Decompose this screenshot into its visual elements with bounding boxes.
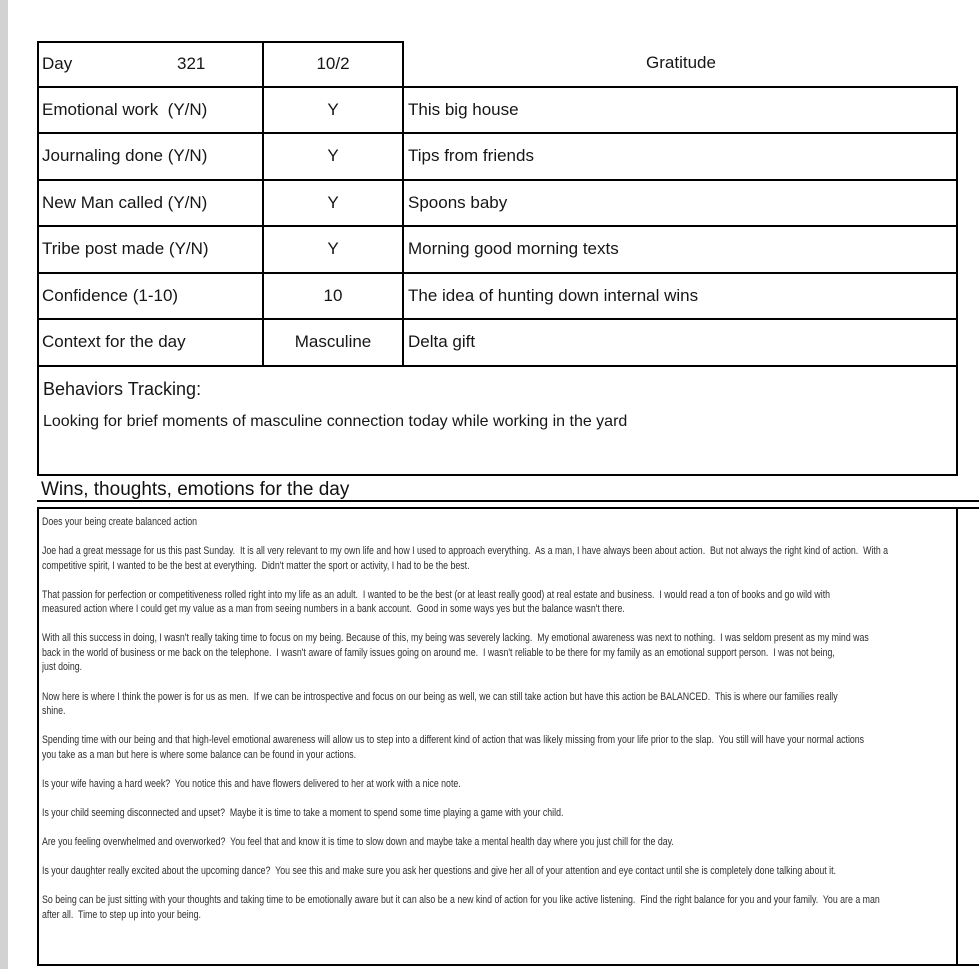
wins-line: That passion for perfection or competitiveness rolled right into my life as an adult. I wanted to be the best (or at least really good) at real estate and business. I would read a ton of books and go wild with: [42, 588, 831, 601]
wins-line: Joe had a great message for us this past Sunday. It is all very relevant to my own life and how I used to approach everything. As a man, I have always been about action. But not always the right kind of action. With a: [42, 545, 889, 558]
wins-line: after all. Time to step up into your being.: [42, 908, 201, 921]
wins-heading-underline: [37, 500, 979, 502]
row-value-cell: [262, 134, 402, 181]
row-gratitude: Spoons baby: [408, 192, 508, 212]
row-value-cell: [262, 227, 402, 274]
behaviors-title: Behaviors Tracking:: [43, 378, 202, 399]
wins-box-right-border: [956, 507, 958, 966]
wins-line: Does your being create balanced action: [42, 516, 198, 528]
wins-text: [42, 515, 954, 955]
date-cell: [262, 41, 402, 88]
row-gratitude-cell: [402, 227, 958, 274]
row-gratitude-cell: [402, 274, 958, 321]
wins-line: just doing.: [42, 661, 83, 674]
behaviors-tracking-box: [37, 367, 958, 477]
wins-line: [42, 850, 772, 865]
behaviors-note: Looking for brief moments of masculine connection today while working in the yard: [43, 412, 628, 430]
row-gratitude-cell: [402, 134, 958, 181]
day-label: Day: [42, 54, 73, 74]
wins-line: With all this success in doing, I wasn't really taking time to focus on my being. Because of this, my being was severely lacking. My emotional awareness was next to nothing. I was seldom present as my mind was: [42, 632, 869, 645]
row-value: Masculine: [294, 332, 372, 352]
wins-line: [42, 762, 772, 777]
table-row: [37, 88, 958, 135]
row-label: Emotional work (Y/N): [42, 99, 208, 119]
wins-line: [42, 820, 772, 835]
row-value-cell: [262, 181, 402, 228]
gratitude-header-cell: [402, 41, 958, 88]
wins-line: back in the world of business or me back on the telephone. I wasn't aware of family issues going on around me. I wasn't reliable to be there for my family as an emotional support person. I was not being,: [42, 646, 835, 659]
wins-line: you take as a man but here is where some balance can be found in your actions.: [42, 748, 357, 761]
table-row: [37, 274, 958, 321]
row-value-cell: [262, 274, 402, 321]
row-gratitude: This big house: [408, 99, 519, 119]
row-label-cell: [37, 227, 262, 274]
row-value: Y: [327, 146, 339, 166]
wins-line: [42, 879, 772, 894]
row-gratitude: The idea of hunting down internal wins: [408, 285, 699, 305]
wins-line: [42, 530, 772, 545]
row-label-cell: [37, 274, 262, 321]
row-value: Y: [327, 239, 339, 259]
row-value: 10: [323, 285, 343, 305]
page-edge-strip: [0, 0, 8, 969]
wins-line: [42, 573, 772, 588]
tracker-header-row: [37, 41, 958, 88]
wins-line: shine.: [42, 705, 66, 718]
row-label-cell: [37, 88, 262, 135]
table-row: [37, 227, 958, 274]
wins-line: Is your wife having a hard week? You notice this and have flowers delivered to her at work with a nice note.: [42, 777, 461, 790]
row-label-cell: [37, 134, 262, 181]
row-label: Confidence (1-10): [42, 285, 179, 305]
wins-line: Is your daughter really excited about the upcoming dance? You see this and make sure you ask her questions and give her all of your attention and eye contact until she is completely done talking about it.: [42, 865, 836, 878]
gratitude-header-label: Gratitude: [646, 53, 716, 73]
day-number: 321: [177, 54, 206, 74]
wins-line: So being can be just sitting with your thoughts and taking time to be emotionally aware but it can also be a new kind of action for you like active listening. Find the right balance for you and your family. You are a man: [42, 894, 880, 907]
wins-line: Now here is where I think the power is for us as men. If we can be introspective and focus on our being as well, we can still take action but have this action be BALANCED. This is where our families really: [42, 690, 838, 703]
row-gratitude: Delta gift: [408, 332, 476, 352]
row-value-cell: [262, 320, 402, 367]
daily-tracker-table: [37, 41, 958, 367]
row-gratitude: Tips from friends: [408, 146, 534, 166]
wins-line: Are you feeling overwhelmed and overworked? You feel that and know it is time to slow down and maybe take a mental health day where you just chill for the day.: [42, 836, 674, 849]
table-row: [37, 181, 958, 228]
row-value: Y: [327, 99, 339, 119]
row-value-cell: [262, 88, 402, 135]
wins-line: Spending time with our being and that high-level emotional awareness will allow us to step into a different kind of action that was likely missing from your life prior to the slap. You still will have your normal actions: [42, 734, 865, 747]
wins-line: [42, 675, 772, 690]
row-label-cell: [37, 320, 262, 367]
row-gratitude-cell: [402, 320, 958, 367]
table-row: [37, 134, 958, 181]
row-gratitude-cell: [402, 88, 958, 135]
wins-line: [42, 791, 772, 806]
row-gratitude-cell: [402, 181, 958, 228]
row-label: New Man called (Y/N): [42, 192, 208, 212]
wins-line: [42, 617, 772, 632]
date-value: 10/2: [316, 54, 350, 74]
wins-text-box: [37, 507, 979, 966]
wins-line: measured action where I could get my value as a man from seeing numbers in a bank account. Good in some ways yes but the balance wasn't there.: [42, 603, 625, 616]
row-label: Context for the day: [42, 332, 186, 352]
wins-section-heading: Wins, thoughts, emotions for the day: [41, 479, 350, 500]
row-gratitude: Morning good morning texts: [408, 239, 619, 259]
wins-line: [42, 719, 772, 734]
wins-line: competitive spirit, I wanted to be the best at everything. Didn't matter the sport or activity, I had to be the best.: [42, 559, 470, 572]
table-row: [37, 320, 958, 367]
row-value: Y: [327, 192, 339, 212]
day-header-cell: [37, 41, 262, 88]
row-label-cell: [37, 181, 262, 228]
wins-line: Is your child seeming disconnected and upset? Maybe it is time to take a moment to spend some time playing a game with your child.: [42, 806, 564, 819]
row-label: Journaling done (Y/N): [42, 146, 208, 166]
row-label: Tribe post made (Y/N): [42, 239, 209, 259]
